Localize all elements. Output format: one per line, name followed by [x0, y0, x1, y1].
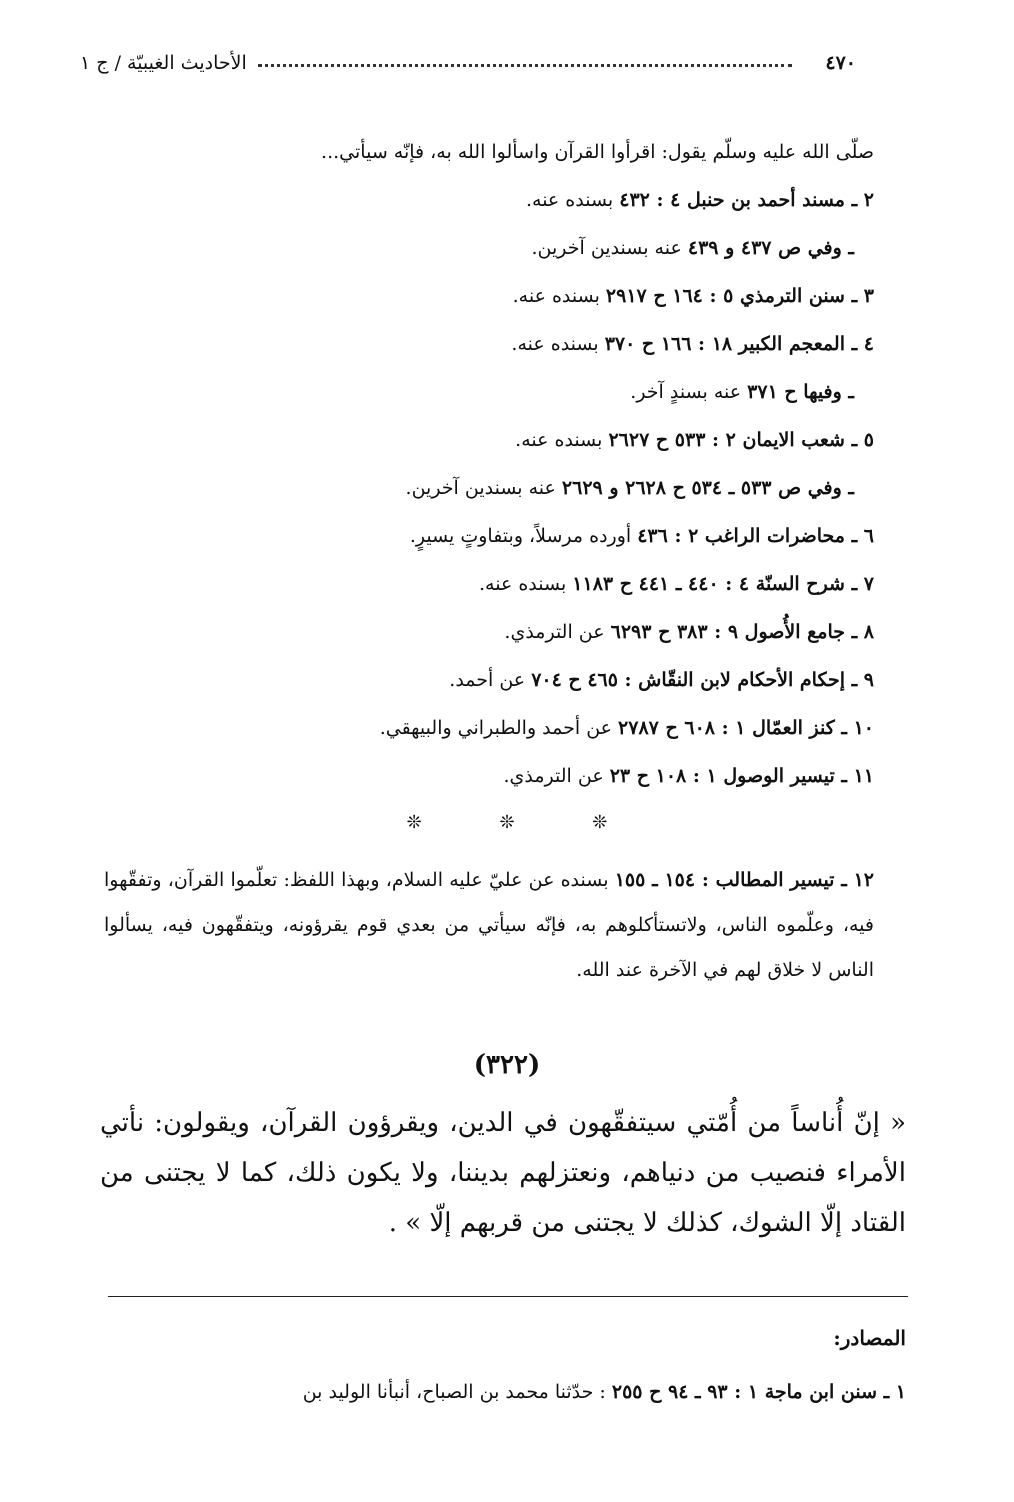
reference-line: ٥ ـ شعب الايمان ٢ : ٥٣٣ ح ٢٦٢٧ بسنده عنه.	[515, 429, 874, 451]
section-separator: ❊ ❊ ❊	[406, 812, 644, 833]
reference-line: ٢ ـ مسند أحمد بن حنبل ٤ : ٤٣٢ بسنده عنه.	[525, 189, 874, 211]
horizontal-rule	[108, 1296, 908, 1297]
reference-line: ١١ ـ تيسير الوصول ١ : ١٠٨ ح ٢٣ عن الترمذي.	[503, 765, 874, 787]
source-line: ١ ـ سنن ابن ماجة ١ : ٩٣ ـ ٩٤ ح ٢٥٥ : حدّثنا محمد بن الصباح، أنبأنا الوليد بن	[302, 1381, 906, 1403]
dot-leader	[258, 64, 792, 67]
reference-line: ٨ ـ جامع الأُصول ٩ : ٣٨٣ ح ٦٢٩٣ عن الترمذي.	[504, 621, 874, 643]
reference-line: ٧ ـ شرح السنّة ٤ : ٤٤٠ ـ ٤٤١ ح ١١٨٣ بسنده عنه.	[479, 573, 874, 595]
hadith-number: (٣٢٢)	[473, 1050, 541, 1080]
reference-line: ٣ ـ سنن الترمذي ٥ : ١٦٤ ح ٢٩١٧ بسنده عنه.	[512, 285, 874, 307]
reference-line: ٦ ـ محاضرات الراغب ٢ : ٤٣٦ أورده مرسلاً، وبتفاوتٍ يسيرٍ.	[409, 525, 874, 547]
reference-line: ـ وفيها ح ٣٧١ عنه بسندٍ آخر.	[630, 381, 854, 403]
reference-paragraph: ١٢ ـ تيسير المطالب : ١٥٤ ـ ١٥٥ بسنده عن عليّ عليه السلام، وبهذا اللفظ: تعلّموا القرآن، وتفقّهوا فيه، وعلّموه الناس، ولاتستأكلوهم به، فإنّه سيأتي من بعدي قوم يقرؤونه، ويتفقّهون فيه، يسألوا الناس لا خلاق لهم في الآخرة عند الله.	[104, 869, 875, 981]
reference-line: ١٠ ـ كنز العمّال ١ : ٦٠٨ ح ٢٧٨٧ عن أحمد والطبراني والبيهقي.	[379, 717, 874, 739]
reference-line: ٤ ـ المعجم الكبير ١٨ : ١٦٦ ح ٣٧٠ بسنده عنه.	[511, 333, 874, 355]
page-number: ٤٧٠	[825, 52, 856, 74]
hadith-text: « إنّ أُناساً من أُمّتي سيتفقّهون في الدين، ويقرؤون القرآن، ويقولون: نأتي الأمراء فنصيب من دنياهم، ونعتزلهم بديننا، ولا يكون ذلك، كما لا يجتنى من القتاد إلّا الشوك، كذلك لا يجتنى من قربهم إلّا » .	[100, 1108, 906, 1238]
book-title: الأحاديث الغيبيّة / ج ١	[80, 52, 247, 74]
references-list	[94, 128, 874, 800]
reference-line: ـ وفي ص ٤٣٧ و ٤٣٩ عنه بسندين آخرين.	[531, 237, 854, 259]
reference-line: ٩ ـ إحكام الأحكام لابن النقّاش : ٤٦٥ ح ٧٠٤ عن أحمد.	[449, 669, 874, 691]
reference-line: ـ وفي ص ٥٣٣ ـ ٥٣٤ ح ٢٦٢٨ و ٢٦٢٩ عنه بسندين آخرين.	[405, 477, 854, 499]
reference-line: صلّى الله عليه وسلّم يقول: اقرأوا القرآن واسألوا الله به، فإنّه سيأتي...	[321, 141, 874, 163]
running-head	[80, 52, 856, 92]
sources-heading: المصادر:	[833, 1326, 906, 1350]
